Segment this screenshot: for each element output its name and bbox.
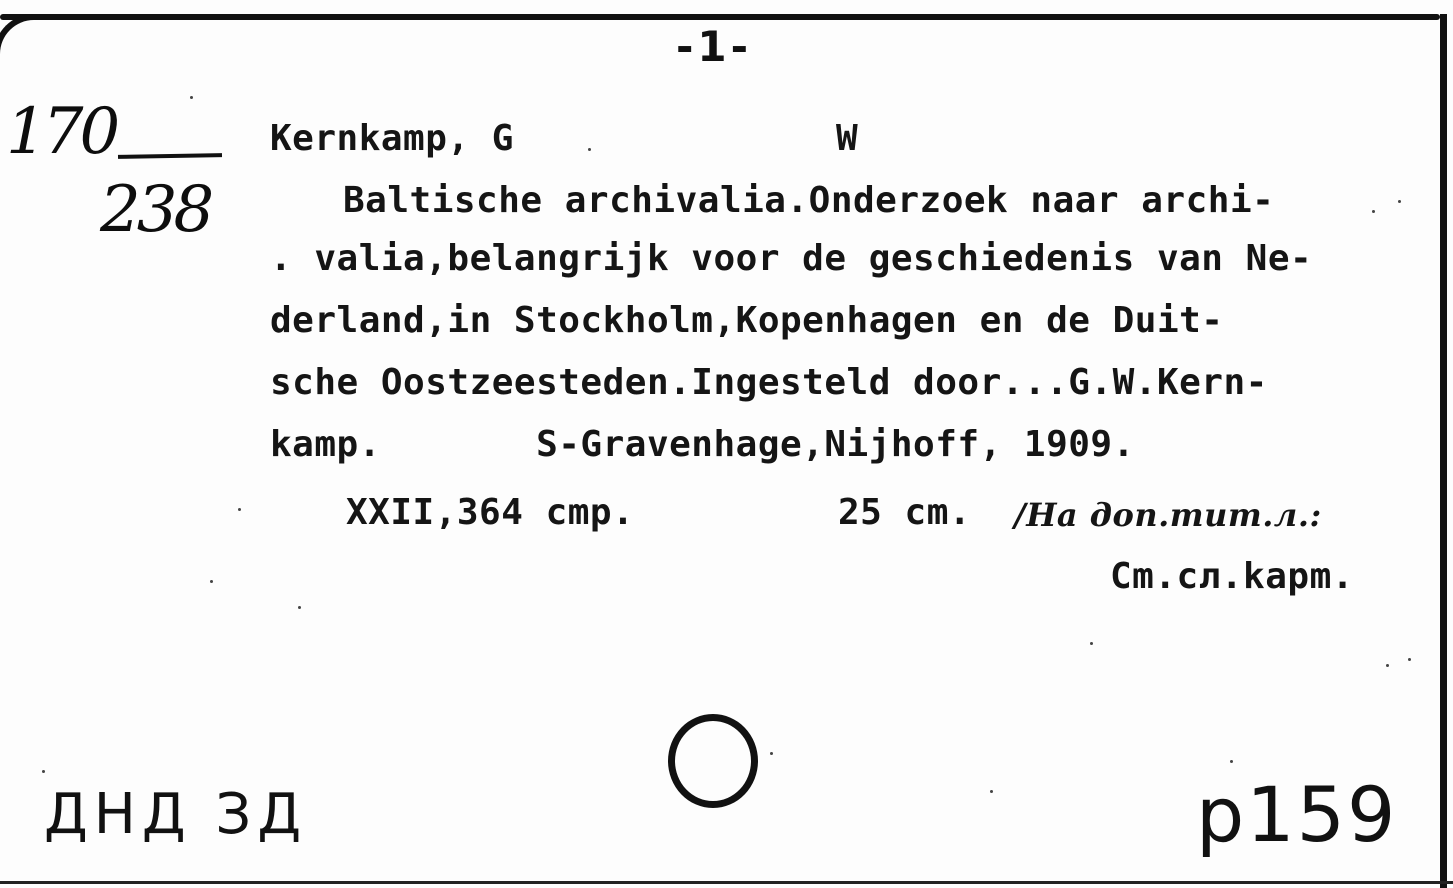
speck — [238, 508, 241, 511]
title-line-1: Baltische archivalia.Onderzoek naar archi- — [343, 180, 1275, 221]
handwritten-page-code: p159 — [1196, 770, 1398, 859]
author-initial-mark: W — [836, 118, 859, 159]
speck — [1090, 642, 1093, 645]
imprint-line: kamp. S-Gravenhage,Nijhoff, 1909. — [270, 424, 1135, 465]
handwritten-shelf-code: ДНД ЗД — [44, 782, 308, 847]
speck — [1372, 210, 1375, 213]
speck — [588, 148, 591, 151]
speck — [298, 606, 301, 609]
title-line-4: sche Oostzeesteden.Ingesteld door...G.W.Kern- — [270, 362, 1268, 403]
title-line-2: . valia,belangrijk voor de geschiedenis van Ne- — [270, 238, 1313, 279]
card-top-border — [0, 14, 1440, 20]
call-number-bottom: 238 — [100, 173, 211, 247]
card-bottom-border — [0, 881, 1453, 884]
speck — [210, 580, 213, 583]
card-corner — [0, 14, 40, 60]
speck — [42, 770, 45, 773]
speck — [770, 752, 773, 755]
speck — [1398, 200, 1401, 203]
speck — [1408, 658, 1411, 661]
author-heading: Kernkamp, G — [270, 118, 514, 159]
page-number: -1- — [676, 22, 753, 71]
see-card-reference: Cm.cл.kapm. — [1110, 556, 1354, 597]
speck — [990, 790, 993, 793]
speck — [190, 96, 193, 99]
call-number-rule — [118, 153, 222, 159]
speck — [1230, 760, 1233, 763]
title-line-3: derland,in Stockholm,Kopenhagen en de Duit- — [270, 300, 1224, 341]
card-right-border — [1440, 14, 1447, 888]
speck — [1386, 664, 1389, 667]
collation-pages: XXII,364 cmp. — [346, 492, 635, 533]
collation-size: 25 cm. — [838, 492, 972, 533]
collation-note: /На доп.тит.л.: — [1014, 496, 1322, 534]
call-number-top: 170 — [6, 95, 117, 169]
punch-hole — [668, 714, 758, 808]
